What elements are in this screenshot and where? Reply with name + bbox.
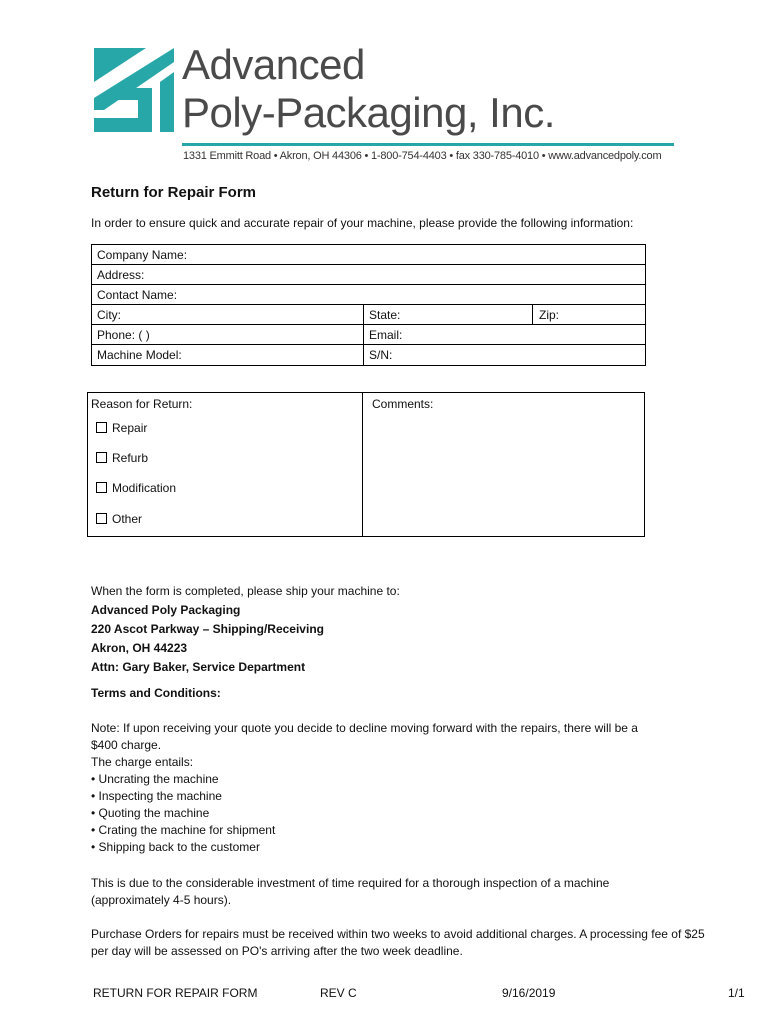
checkbox-icon[interactable]	[96, 513, 107, 524]
phone-field[interactable]: Phone: ( )	[97, 328, 150, 342]
shipping-intro: When the form is completed, please ship your machine to:	[91, 584, 400, 598]
reason-option-refurb[interactable]: Refurb	[96, 451, 148, 465]
footer-revision: REV C	[320, 986, 357, 1000]
reason-for-return-label: Reason for Return:	[91, 397, 193, 411]
state-field[interactable]: State:	[369, 308, 401, 322]
list-item: • Shipping back to the customer	[91, 840, 260, 854]
checkbox-icon[interactable]	[96, 422, 107, 433]
customer-info-table	[91, 244, 646, 366]
row-contact-name	[92, 285, 645, 305]
brand-name-line1: Advanced	[182, 41, 365, 88]
row-address	[92, 265, 645, 285]
purchase-order-paragraph: Purchase Orders for repairs must be received within two weeks to avoid additional charges. A processing fee of $25 per day will be assessed on PO's arriving after the two week deadline.	[91, 927, 705, 958]
shipping-street: 220 Ascot Parkway – Shipping/Receiving	[91, 622, 324, 636]
footer-page-number: 1/1	[728, 986, 745, 1000]
email-field[interactable]: Email:	[369, 328, 403, 342]
reason-comments-box	[87, 392, 645, 537]
list-item: • Inspecting the machine	[91, 789, 222, 803]
city-field[interactable]: City:	[97, 308, 121, 322]
terms-note: Note: If upon receiving your quote you decide to decline moving forward with the repairs, there will be a $400 charge. The charge entails: • Uncrating the machine • Inspecting the machine • Quoting the machine • Crating the machine for shipment • Shipping back to the customer	[91, 720, 711, 856]
zip-field[interactable]: Zip:	[539, 308, 560, 322]
checkbox-icon[interactable]	[96, 452, 107, 463]
checkbox-icon[interactable]	[96, 482, 107, 493]
footer-date: 9/16/2019	[502, 986, 556, 1000]
row-phone-email	[92, 325, 645, 345]
company-logo-icon	[94, 48, 174, 132]
row-machine	[92, 345, 645, 365]
shipping-section	[91, 582, 400, 677]
terms-heading: Terms and Conditions:	[91, 686, 221, 700]
charge-intro: The charge entails:	[91, 755, 194, 769]
serial-number-field[interactable]: S/N:	[369, 348, 393, 362]
address-field[interactable]: Address:	[97, 268, 145, 282]
company-address-line: 1331 Emmitt Road • Akron, OH 44306 • 1-800-754-4403 • fax 330-785-4010 • www.advancedpoly.com	[183, 150, 662, 162]
shipping-attn: Attn: Gary Baker, Service Department	[91, 660, 306, 674]
list-item: • Uncrating the machine	[91, 772, 219, 786]
form-title: Return for Repair Form	[91, 184, 257, 201]
reason-option-modification[interactable]: Modification	[96, 481, 176, 495]
reason-option-other[interactable]: Other	[96, 512, 142, 526]
shipping-city: Akron, OH 44223	[91, 641, 188, 655]
company-name-field[interactable]: Company Name:	[97, 248, 188, 262]
brand-name-line2: Poly-Packaging, Inc.	[182, 89, 555, 136]
list-item: • Quoting the machine	[91, 806, 210, 820]
row-company-name	[92, 245, 645, 265]
list-item: • Crating the machine for shipment	[91, 823, 276, 837]
row-city-state-zip	[92, 305, 645, 325]
shipping-company: Advanced Poly Packaging	[91, 603, 241, 617]
form-intro: In order to ensure quick and accurate repair of your machine, please provide the following information:	[91, 216, 634, 230]
machine-model-field[interactable]: Machine Model:	[97, 348, 182, 362]
comments-label: Comments:	[372, 397, 434, 411]
inspection-time-paragraph: This is due to the considerable investment of time required for a thorough inspection of a machine (approximately 4-5 hours).	[91, 876, 610, 907]
contact-name-field[interactable]: Contact Name:	[97, 288, 178, 302]
reason-option-repair[interactable]: Repair	[96, 421, 147, 435]
footer-form-name: RETURN FOR REPAIR FORM	[93, 986, 258, 1000]
brand-divider	[182, 143, 674, 146]
